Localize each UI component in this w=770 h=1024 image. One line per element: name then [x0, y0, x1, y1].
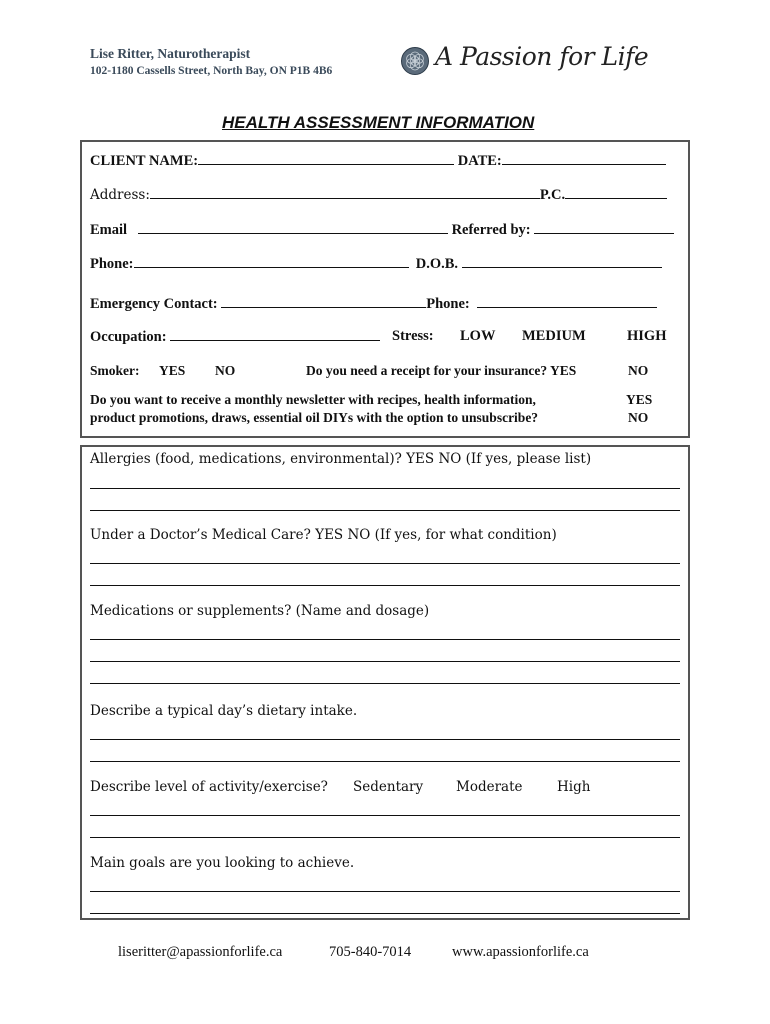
- emergency-phone-label: Phone:: [426, 296, 470, 312]
- smoker-yes-option[interactable]: YES: [159, 363, 186, 378]
- occupation-row: [90, 328, 380, 346]
- activity-sedentary-option[interactable]: Sedentary: [353, 779, 424, 795]
- emergency-phone-field[interactable]: [477, 295, 657, 308]
- goals-answer-line[interactable]: [90, 891, 680, 892]
- dietary-answer-line[interactable]: [90, 739, 680, 740]
- activity-moderate-option[interactable]: Moderate: [456, 779, 523, 795]
- dietary-question: Describe a typical day’s dietary intake.: [90, 703, 358, 719]
- activity-answer-line[interactable]: [90, 837, 680, 838]
- newsletter-question-line1: Do you want to receive a monthly newsletter with recipes, health information,: [90, 392, 536, 407]
- occupation-label: Occupation:: [90, 329, 167, 345]
- address-label: Address:: [90, 187, 150, 203]
- phone-label: Phone:: [90, 256, 134, 272]
- footer-email[interactable]: liseritter@apassionforlife.ca: [118, 944, 283, 960]
- dietary-answer-line[interactable]: [90, 761, 680, 762]
- medications-answer-line[interactable]: [90, 661, 680, 662]
- footer-phone[interactable]: 705-840-7014: [329, 944, 412, 960]
- client-name-label: CLIENT NAME:: [90, 153, 199, 169]
- flower-of-life-logo-icon: [400, 46, 430, 76]
- email-label: Email: [90, 222, 128, 238]
- client-name-field[interactable]: [198, 152, 454, 165]
- referred-by-label: Referred by:: [451, 222, 531, 238]
- practitioner-address: 102-1180 Cassells Street, North Bay, ON P1B 4B6: [90, 65, 333, 77]
- doctor-care-question: Under a Doctor’s Medical Care? YES NO (If yes, for what condition): [90, 527, 557, 543]
- activity-high-option[interactable]: High: [557, 779, 591, 795]
- footer-website[interactable]: www.apassionforlife.ca: [452, 944, 589, 960]
- date-field[interactable]: [502, 152, 666, 165]
- email-field[interactable]: [138, 221, 448, 234]
- doctor-care-answer-line[interactable]: [90, 585, 680, 586]
- address-field[interactable]: [150, 186, 540, 199]
- smoker-label: Smoker:: [90, 363, 140, 378]
- newsletter-question-line2: product promotions, draws, essential oil DIYs with the option to unsubscribe?: [90, 410, 539, 425]
- goals-question: Main goals are you looking to achieve.: [90, 855, 355, 871]
- emergency-contact-label: Emergency Contact:: [90, 296, 218, 312]
- phone-row: [90, 255, 662, 273]
- email-row: [90, 221, 674, 239]
- stress-medium-option[interactable]: MEDIUM: [522, 328, 586, 344]
- brand-logo-text: A Passion for Life: [435, 42, 649, 71]
- stress-label: Stress:: [392, 328, 434, 344]
- stress-low-option[interactable]: LOW: [460, 328, 496, 344]
- pc-field[interactable]: [565, 186, 667, 199]
- allergies-answer-line[interactable]: [90, 488, 680, 489]
- allergies-question: Allergies (food, medications, environmental)? YES NO (If yes, please list): [90, 451, 592, 467]
- newsletter-yes-option[interactable]: YES: [626, 392, 653, 407]
- dob-label: D.O.B.: [415, 256, 459, 272]
- emergency-row: [90, 295, 657, 313]
- newsletter-no-option[interactable]: NO: [628, 410, 649, 425]
- emergency-contact-field[interactable]: [221, 295, 426, 308]
- doctor-care-answer-line[interactable]: [90, 563, 680, 564]
- date-label: DATE:: [457, 153, 502, 169]
- page-title: HEALTH ASSESSMENT INFORMATION: [222, 113, 535, 132]
- medications-answer-line[interactable]: [90, 683, 680, 684]
- goals-answer-line[interactable]: [90, 913, 680, 914]
- smoker-no-option[interactable]: NO: [215, 363, 236, 378]
- client-name-row: [90, 152, 666, 170]
- occupation-field[interactable]: [170, 328, 380, 341]
- stress-high-option[interactable]: HIGH: [627, 328, 667, 344]
- medications-answer-line[interactable]: [90, 639, 680, 640]
- receipt-no-option[interactable]: NO: [628, 363, 649, 378]
- dob-field[interactable]: [462, 255, 662, 268]
- referred-by-field[interactable]: [534, 221, 674, 234]
- medications-question: Medications or supplements? (Name and dosage): [90, 603, 430, 619]
- receipt-question: Do you need a receipt for your insurance? YES: [306, 363, 577, 378]
- address-row: [90, 186, 667, 204]
- pc-label: P.C.: [539, 187, 566, 203]
- phone-field[interactable]: [134, 255, 409, 268]
- activity-question: Describe level of activity/exercise?: [90, 779, 328, 795]
- practitioner-name: Lise Ritter, Naturotherapist: [90, 46, 251, 61]
- allergies-answer-line[interactable]: [90, 510, 680, 511]
- activity-answer-line[interactable]: [90, 815, 680, 816]
